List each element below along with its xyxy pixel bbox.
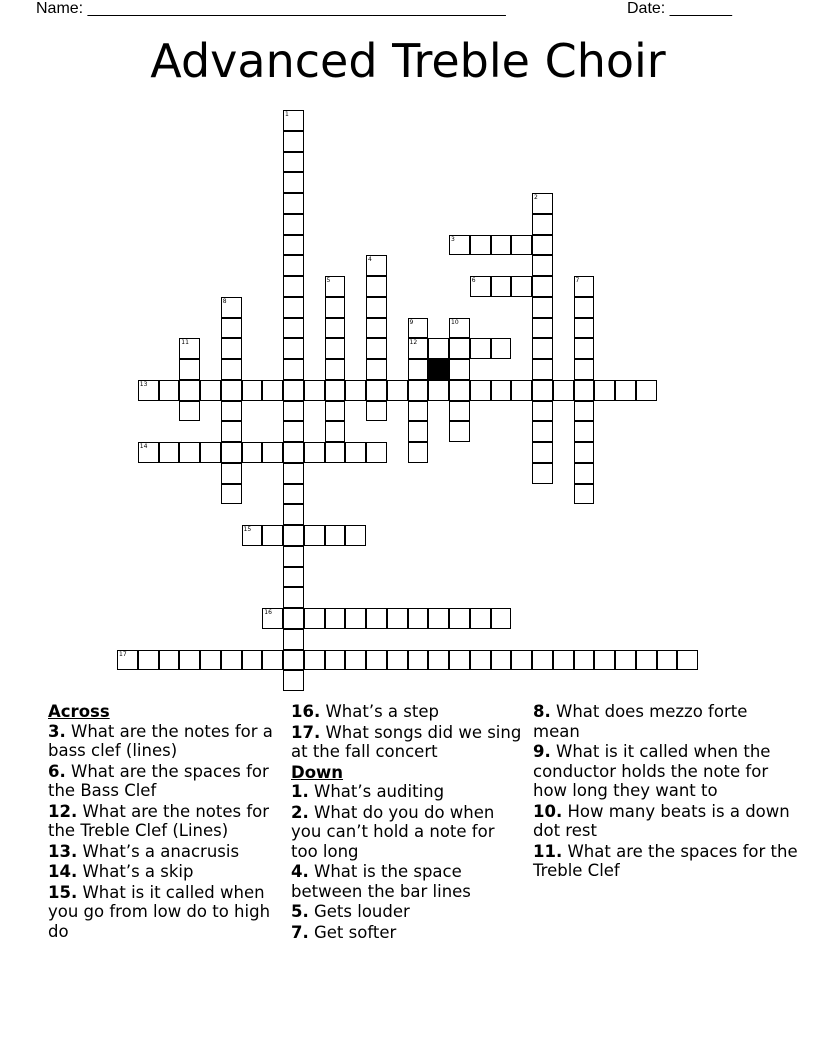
grid-cell[interactable] [221,359,242,380]
grid-cell[interactable] [594,380,615,401]
grid-cell[interactable] [574,318,595,339]
grid-cell[interactable] [491,650,512,671]
grid-cell[interactable] [283,193,304,214]
grid-cell[interactable] [283,152,304,173]
grid-cell[interactable] [408,442,429,463]
clue-text: What do you do when you can’t hold a note for too long [291,802,495,861]
grid-cell[interactable] [304,608,325,629]
clue-down-item [291,923,526,943]
grid-cell[interactable] [574,484,595,505]
grid-cell[interactable] [138,650,159,671]
grid-cell[interactable] [325,401,346,422]
grid-cell[interactable] [470,608,491,629]
grid-cell[interactable] [574,276,595,297]
clue-across-item [291,702,526,722]
grid-cell[interactable] [283,214,304,235]
grid-cell[interactable] [408,359,429,380]
grid-cell[interactable] [221,338,242,359]
clue-text: What songs did we sing at the fall concert [291,722,522,761]
grid-cell[interactable] [325,650,346,671]
page-title: Advanced Treble Choir [150,34,666,88]
grid-cell[interactable] [366,442,387,463]
cell-number: 1 [285,111,289,118]
grid-cell[interactable] [532,318,553,339]
grid-cell[interactable] [262,380,283,401]
grid-cell[interactable] [179,442,200,463]
grid-cell[interactable] [491,338,512,359]
grid-cell[interactable] [636,380,657,401]
grid-cell[interactable] [325,276,346,297]
grid-cell[interactable] [470,235,491,256]
grid-cell[interactable] [449,235,470,256]
grid-cell[interactable] [345,525,366,546]
grid-cell[interactable] [615,650,636,671]
cell-number: 9 [409,318,414,326]
grid-cell[interactable] [532,276,553,297]
grid-cell[interactable] [325,297,346,318]
black-cell [428,359,449,380]
clue-text: What is the space between the bar lines [291,862,471,901]
grid-cell[interactable] [387,380,408,401]
grid-cell[interactable] [159,380,180,401]
grid-cell[interactable] [449,608,470,629]
grid-cell[interactable] [242,442,263,463]
cell-number: 17 [119,650,127,658]
grid-cell[interactable] [221,463,242,484]
clue-text: How many beats is a down dot rest [533,801,790,840]
grid-cell[interactable] [283,650,304,671]
grid-cell[interactable] [408,338,429,359]
grid-cell[interactable] [221,401,242,422]
grid-cell[interactable] [221,442,242,463]
grid-cell[interactable] [470,276,491,297]
cell-number: 13 [139,380,148,388]
grid-cell[interactable] [242,650,263,671]
cell-number: 7 [575,277,580,284]
grid-cell[interactable] [325,380,346,401]
grid-cell[interactable] [325,318,346,339]
clue-number: 2. [291,802,309,822]
cell-number: 3 [451,235,455,243]
grid-cell[interactable] [532,421,553,442]
grid-cell[interactable] [532,193,553,214]
grid-cell[interactable] [574,442,595,463]
grid-cell[interactable] [594,650,615,671]
grid-cell[interactable] [511,235,532,256]
clue-text: What is it called when you go from low do to high do [48,882,271,941]
grid-cell[interactable] [304,380,325,401]
grid-cell[interactable] [532,401,553,422]
grid-cell[interactable] [283,255,304,276]
grid-cell[interactable] [283,670,304,691]
grid-cell[interactable] [159,442,180,463]
cell-number: 8 [222,297,227,305]
cell-number: 2 [534,194,538,201]
clues-column-2 [291,702,526,943]
grid-cell[interactable] [283,172,304,193]
clues-column-1 [48,702,283,942]
grid-cell[interactable] [283,546,304,567]
clue-number: 17. [291,722,321,742]
clue-number: 6. [48,761,66,781]
grid-cell[interactable] [366,297,387,318]
cell-number: 10 [451,318,459,326]
grid-cell[interactable] [159,650,180,671]
grid-cell[interactable] [532,235,553,256]
grid-cell[interactable] [408,401,429,422]
clue-across-item [291,723,526,762]
grid-cell[interactable] [325,359,346,380]
grid-cell[interactable] [408,380,429,401]
cell-number: 14 [139,443,148,450]
clue-number: 15. [48,882,78,902]
grid-cell[interactable] [221,318,242,339]
grid-cell[interactable] [532,338,553,359]
grid-cell[interactable] [657,650,678,671]
grid-cell[interactable] [366,338,387,359]
clue-across-item [48,842,283,862]
grid-cell[interactable] [532,650,553,671]
clue-number: 4. [291,862,309,881]
grid-cell[interactable] [449,401,470,422]
grid-cell[interactable] [366,318,387,339]
grid-cell[interactable] [283,629,304,650]
grid-cell[interactable] [221,297,242,318]
cell-number: 16 [264,609,272,616]
grid-cell[interactable] [449,421,470,442]
clue-across-item [48,762,283,801]
grid-cell[interactable] [283,525,304,546]
grid-cell[interactable] [325,421,346,442]
grid-cell[interactable] [283,318,304,339]
grid-cell[interactable] [449,338,470,359]
grid-cell[interactable] [283,110,304,131]
grid-cell[interactable] [491,276,512,297]
clue-down-item [533,702,798,741]
clue-number: 3. [48,721,66,741]
clue-number: 7. [291,922,309,942]
grid-cell[interactable] [283,297,304,318]
grid-cell[interactable] [200,380,221,401]
grid-cell[interactable] [449,318,470,339]
clue-text: What does mezzo forte mean [533,702,748,741]
clue-text: What’s auditing [314,782,445,801]
clue-number: 1. [291,782,309,801]
grid-cell[interactable] [532,442,553,463]
grid-cell[interactable] [283,380,304,401]
grid-cell[interactable] [221,421,242,442]
grid-cell[interactable] [408,650,429,671]
clue-across-item [48,883,283,942]
grid-cell[interactable] [345,442,366,463]
grid-cell[interactable] [179,338,200,359]
grid-cell[interactable] [262,608,283,629]
grid-cell[interactable] [532,255,553,276]
clue-number: 14. [48,862,78,881]
clue-text: Gets louder [314,902,410,921]
cell-number: 4 [368,256,372,264]
grid-cell[interactable] [470,380,491,401]
clue-text: What are the notes for a bass clef (lines) [48,721,273,760]
grid-cell[interactable] [532,297,553,318]
clue-text: What is it called when the conductor holds the note for how long they want to [533,742,771,800]
grid-cell[interactable] [449,650,470,671]
grid-cell[interactable] [179,359,200,380]
clue-text: What are the notes for the Treble Clef (Lines) [48,801,270,840]
grid-cell[interactable] [615,380,636,401]
cell-number: 6 [471,277,476,284]
name-field[interactable]: Name: _______________________________________________ [36,0,506,17]
grid-cell[interactable] [325,442,346,463]
grid-cell[interactable] [491,380,512,401]
grid-cell[interactable] [221,484,242,505]
clue-down-item [533,802,798,841]
grid-cell[interactable] [428,338,449,359]
grid-cell[interactable] [636,650,657,671]
grid-cell[interactable] [283,504,304,525]
grid-cell[interactable] [532,359,553,380]
grid-cell[interactable] [366,359,387,380]
clue-number: 13. [48,841,78,861]
grid-cell[interactable] [574,338,595,359]
clue-text: What are the spaces for the Bass Clef [48,761,269,800]
grid-cell[interactable] [345,608,366,629]
clue-number: 11. [533,841,563,861]
grid-cell[interactable] [221,380,242,401]
grid-cell[interactable] [574,401,595,422]
clue-number: 10. [533,801,563,821]
clue-down-item [533,842,798,881]
grid-cell[interactable] [428,608,449,629]
grid-cell[interactable] [574,297,595,318]
cell-number: 12 [409,339,418,347]
grid-cell[interactable] [387,608,408,629]
grid-cell[interactable] [470,338,491,359]
clue-text: What’s a skip [82,862,194,881]
grid-cell[interactable] [408,608,429,629]
clue-number: 9. [533,742,551,761]
cell-number: 5 [326,277,331,284]
across-heading: Across [48,702,110,721]
grid-cell[interactable] [242,380,263,401]
clue-down-item [291,782,526,802]
grid-cell[interactable] [366,650,387,671]
grid-cell[interactable] [117,650,138,671]
grid-cell[interactable] [366,380,387,401]
grid-cell[interactable] [677,650,698,671]
clue-across-item [48,722,283,761]
grid-cell[interactable] [283,401,304,422]
grid-cell[interactable] [532,214,553,235]
date-field[interactable]: Date: _______ [627,0,732,17]
grid-cell[interactable] [262,525,283,546]
grid-cell[interactable] [304,442,325,463]
grid-cell[interactable] [449,380,470,401]
grid-cell[interactable] [283,587,304,608]
clue-down-item [291,902,526,922]
grid-cell[interactable] [200,442,221,463]
cell-number: 11 [181,339,189,347]
grid-cell[interactable] [325,608,346,629]
grid-cell[interactable] [283,567,304,588]
grid-cell[interactable] [304,650,325,671]
grid-cell[interactable] [138,380,159,401]
grid-cell[interactable] [366,255,387,276]
clue-text: What are the spaces for the Treble Clef [533,841,798,880]
grid-cell[interactable] [179,650,200,671]
grid-cell[interactable] [262,442,283,463]
clue-down-item [291,862,526,901]
grid-cell[interactable] [221,650,242,671]
grid-cell[interactable] [470,650,491,671]
grid-cell[interactable] [283,442,304,463]
grid-cell[interactable] [574,421,595,442]
grid-cell[interactable] [491,608,512,629]
grid-cell[interactable] [553,650,574,671]
grid-cell[interactable] [553,380,574,401]
grid-cell[interactable] [366,276,387,297]
clue-text: What’s a anacrusis [82,841,240,861]
grid-cell[interactable] [345,650,366,671]
grid-cell[interactable] [574,650,595,671]
clue-text: Get softer [314,922,397,942]
grid-cell[interactable] [574,380,595,401]
grid-cell[interactable] [179,380,200,401]
grid-cell[interactable] [283,463,304,484]
clue-number: 5. [291,902,309,921]
clue-number: 8. [533,702,551,721]
grid-cell[interactable] [532,463,553,484]
grid-cell[interactable] [511,380,532,401]
grid-cell[interactable] [283,608,304,629]
grid-cell[interactable] [532,380,553,401]
clue-across-item [48,802,283,841]
grid-cell[interactable] [283,421,304,442]
grid-cell[interactable] [283,484,304,505]
grid-cell[interactable] [283,359,304,380]
grid-cell[interactable] [366,608,387,629]
clues-column-3 [533,702,798,882]
grid-cell[interactable] [262,650,283,671]
grid-cell[interactable] [283,235,304,256]
grid-cell[interactable] [387,650,408,671]
grid-cell[interactable] [242,525,263,546]
grid-cell[interactable] [304,525,325,546]
grid-cell[interactable] [325,338,346,359]
grid-cell[interactable] [325,525,346,546]
clue-down-item [533,742,798,801]
grid-cell[interactable] [138,442,159,463]
grid-cell[interactable] [366,401,387,422]
grid-cell[interactable] [283,338,304,359]
clue-down-item [291,803,526,862]
grid-cell[interactable] [511,276,532,297]
grid-cell[interactable] [428,650,449,671]
grid-cell[interactable] [428,380,449,401]
grid-cell[interactable] [408,421,429,442]
down-heading: Down [291,762,344,782]
grid-cell[interactable] [449,359,470,380]
grid-cell[interactable] [345,380,366,401]
clue-number: 12. [48,801,78,821]
grid-cell[interactable] [408,318,429,339]
grid-cell[interactable] [200,650,221,671]
cell-number: 15 [243,526,252,533]
grid-cell[interactable] [511,650,532,671]
grid-cell[interactable] [574,463,595,484]
grid-cell[interactable] [283,131,304,152]
grid-cell[interactable] [283,276,304,297]
clue-across-item [48,862,283,882]
clue-text: What’s a step [325,702,439,721]
clue-number: 16. [291,702,321,721]
grid-cell[interactable] [574,359,595,380]
grid-cell[interactable] [491,235,512,256]
grid-cell[interactable] [179,401,200,422]
